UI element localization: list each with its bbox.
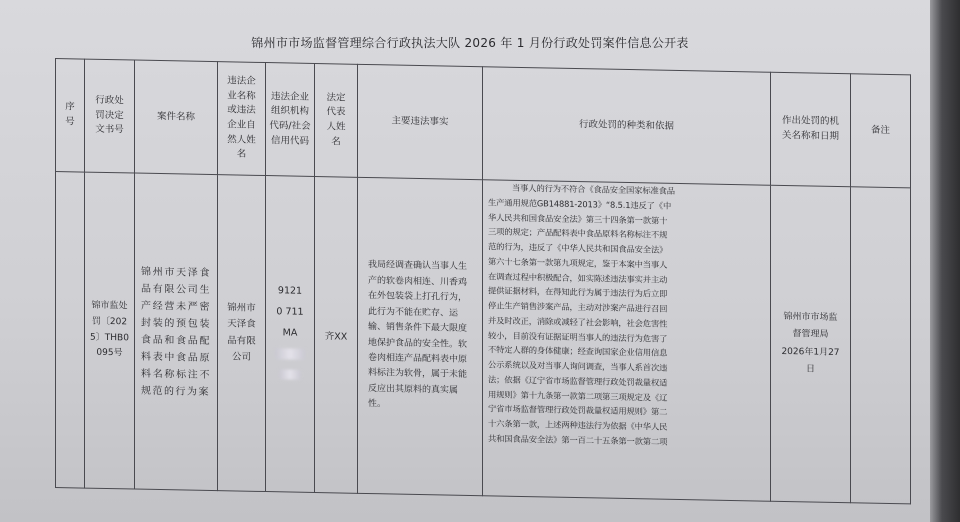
cell-authority: 锦州市市场监督管理局 2026年1月27日	[771, 185, 851, 503]
basis-line: 在调查过程中积极配合，如实陈述违法事实并主动	[488, 270, 668, 285]
header-credit-code: 违法企业组织机构代码/社会信用代码	[266, 63, 315, 177]
header-party-name: 违法企业名称或违法企业自然人姓名	[218, 62, 266, 176]
header-seq: 序号	[56, 59, 85, 173]
header-facts: 主要违法事实	[358, 64, 483, 179]
header-remarks: 备注	[851, 74, 911, 188]
penalty-table-sheet	[55, 58, 910, 504]
page-shadow-edge	[930, 0, 960, 522]
basis-line: 当事人的行为不符合《食品安全国家标准食品	[512, 182, 675, 196]
table-row	[56, 172, 911, 504]
basis-line: 范的行为，违反了《中华人民共和国食品安全法》	[488, 241, 668, 255]
cell-party-name: 锦州市天泽食品有限公司	[218, 175, 266, 492]
redacted-code-part	[275, 348, 305, 360]
basis-line: 用规则》第十九条第一款第二项第三项规定及《辽	[488, 389, 668, 403]
basis-line: 生产通用规范GB14881-2013》“8.5.1违反了《中	[488, 197, 672, 211]
basis-line: 提供证据材料，在得知此行为属于违法行为后立即	[488, 285, 668, 300]
header-basis: 行政处罚的种类和依据	[483, 67, 771, 186]
header-case-name: 案件名称	[135, 60, 218, 175]
basis-line: 停止生产销售涉案产品，主动对涉案产品进行召回	[488, 300, 668, 314]
basis-line: 共和国食品安全法》第一百二十五条第一款第二项	[488, 433, 668, 447]
redacted-code-part	[279, 370, 301, 380]
cell-case-name: 锦州市天泽食品有限公司生产经营未严密封装的预包装食品和食品配料表中食品原料名称标注不规范的行为案	[135, 173, 218, 491]
header-doc-no: 行政处罚决定文书号	[85, 59, 135, 173]
basis-line: 第六十七条第一款第九项规定，鉴于本案中当事人	[488, 256, 668, 270]
cell-legal-rep: 齐XX	[315, 176, 358, 493]
cell-remarks	[851, 187, 911, 504]
basis-line: 十六条第一款，上述两种违法行为依据《中华人民	[488, 418, 668, 433]
penalty-info-table	[55, 58, 911, 504]
table-header-row	[56, 59, 911, 188]
basis-line: 法；依据《辽宁省市场监督管理行政处罚裁量权适	[488, 374, 668, 388]
basis-line: 公示系统以及对当事人询问调查，当事人系首次违	[488, 359, 668, 373]
header-authority: 作出处罚的机关名称和日期	[771, 72, 851, 187]
credit-code-text: 91210 711MA	[276, 285, 304, 339]
cell-doc-no: 锦市监处罚〔2025〕THB0095号	[85, 172, 135, 489]
cell-basis	[483, 180, 771, 502]
cell-seq	[56, 172, 85, 489]
basis-line: 较小，目前没有证据证明当事人的违法行为危害了	[488, 329, 668, 344]
basis-line: 宁省市场监督管理行政处罚裁量权适用规则》第二	[488, 403, 668, 418]
cell-facts: 我局经调查确认当事人生产的软卷肉相连、川香鸡在外包装袋上打孔行为，此行为不能在贮存、运输、销售条件下最大限度地保护食品的安全性。软卷肉相连产品配料表中原料标注为软骨，属于未能反应出其原料的真实属性。	[358, 177, 483, 495]
basis-line: 华人民共和国食品安全法》第三十四条第一款第十	[488, 211, 668, 226]
document-title: 锦州市市场监督管理综合行政执法大队 2026 年 1 月份行政处罚案件信息公开表	[251, 36, 689, 50]
basis-line: 不特定人群的身体健康；经查询国家企业信用信息	[488, 344, 668, 359]
basis-text	[488, 180, 765, 451]
basis-line: 并及时改正，消除或减轻了社会影响，社会危害性	[488, 315, 668, 329]
basis-line: 三项的规定；产品配料表中食品原料名称标注不规	[488, 226, 668, 241]
cell-credit-code	[266, 176, 315, 493]
header-legal-rep: 法定代表人姓名	[315, 63, 358, 177]
